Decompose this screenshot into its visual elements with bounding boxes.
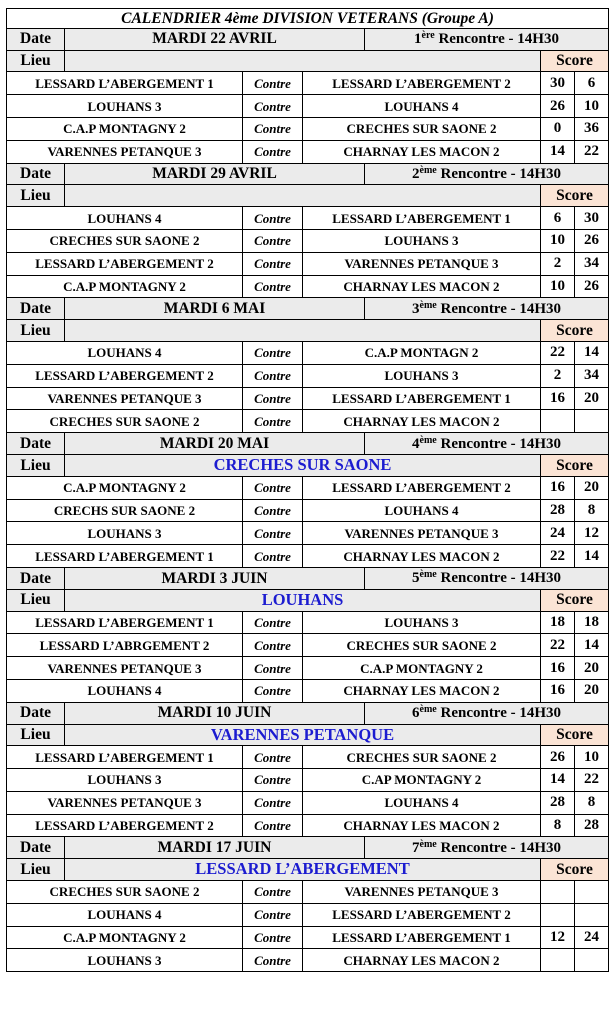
round-text: Rencontre - 14H30: [436, 839, 562, 856]
away-score: 36: [575, 117, 609, 140]
date-label: Date: [7, 28, 65, 50]
match-row: [7, 679, 609, 702]
match-row: [7, 229, 609, 252]
home-score: 10: [541, 229, 575, 252]
match-row: [7, 926, 609, 949]
home-score: 22: [541, 341, 575, 364]
away-team: LESSARD L’ABERGEMENT 1: [303, 926, 541, 949]
away-team: LOUHANS 4: [303, 791, 541, 814]
home-team: LESSARD L’ABERGEMENT 1: [7, 746, 243, 769]
contre-label: Contre: [243, 522, 303, 545]
home-team: LOUHANS 4: [7, 341, 243, 364]
contre-label: Contre: [243, 657, 303, 680]
lieu-label: Lieu: [7, 859, 65, 881]
contre-label: Contre: [243, 117, 303, 140]
home-score: 2: [541, 252, 575, 275]
away-score: [575, 410, 609, 433]
home-team: LOUHANS 3: [7, 769, 243, 792]
round-number: 5: [412, 570, 420, 587]
away-score: 30: [575, 207, 609, 230]
round-number: 1: [414, 31, 422, 48]
round-ordinal: ème: [419, 838, 437, 850]
home-score: 10: [541, 275, 575, 298]
away-score: [575, 949, 609, 972]
round-number: 3: [412, 300, 420, 317]
home-score: [541, 903, 575, 926]
venue-name: LESSARD L’ABERGEMENT: [65, 859, 541, 881]
calendar-title: CALENDRIER 4ème DIVISION VETERANS (Groupe A): [7, 9, 609, 29]
away-score: 14: [575, 545, 609, 568]
home-team: CRECHES SUR SAONE 2: [7, 410, 243, 433]
away-team: CHARNAY LES MACON 2: [303, 545, 541, 568]
score-label: Score: [541, 454, 609, 476]
home-team: LESSARD L’ABERGEMENT 2: [7, 252, 243, 275]
home-score: 2: [541, 364, 575, 387]
contre-label: Contre: [243, 499, 303, 522]
home-score: 6: [541, 207, 575, 230]
away-team: LOUHANS 3: [303, 229, 541, 252]
away-score: 8: [575, 791, 609, 814]
away-team: VARENNES PETANQUE 3: [303, 252, 541, 275]
venue-row: [7, 724, 609, 746]
away-score: 20: [575, 387, 609, 410]
away-team: LOUHANS 4: [303, 95, 541, 118]
venue-name: VARENNES PETANQUE: [65, 724, 541, 746]
home-team: LOUHANS 3: [7, 949, 243, 972]
home-team: LOUHANS 4: [7, 207, 243, 230]
round-ordinal: ème: [419, 299, 437, 311]
lieu-label: Lieu: [7, 589, 65, 611]
match-row: [7, 364, 609, 387]
contre-label: Contre: [243, 140, 303, 163]
home-score: 22: [541, 545, 575, 568]
match-row: [7, 476, 609, 499]
away-score: 26: [575, 275, 609, 298]
contre-label: Contre: [243, 229, 303, 252]
away-score: 10: [575, 746, 609, 769]
date-label: Date: [7, 567, 65, 589]
home-team: VARENNES PETANQUE 3: [7, 791, 243, 814]
home-team: C.A.P MONTAGNY 2: [7, 117, 243, 140]
match-row: [7, 275, 609, 298]
round-header-row: [7, 163, 609, 185]
away-team: CRECHES SUR SAONE 2: [303, 634, 541, 657]
home-team: LESSARD L’ABERGEMENT 1: [7, 611, 243, 634]
away-team: C.A.P MONTAGNY 2: [303, 657, 541, 680]
match-row: [7, 410, 609, 433]
match-row: [7, 611, 609, 634]
venue-name: LOUHANS: [65, 589, 541, 611]
home-score: 26: [541, 95, 575, 118]
away-score: 34: [575, 252, 609, 275]
match-row: [7, 949, 609, 972]
home-score: 12: [541, 926, 575, 949]
round-text: Rencontre - 14H30: [434, 31, 559, 48]
contre-label: Contre: [243, 791, 303, 814]
away-score: 8: [575, 499, 609, 522]
home-team: VARENNES PETANQUE 3: [7, 387, 243, 410]
contre-label: Contre: [243, 341, 303, 364]
round-header-row: [7, 837, 609, 859]
lieu-label: Lieu: [7, 320, 65, 342]
away-team: LESSARD L’ABERGEMENT 1: [303, 207, 541, 230]
venue-row: [7, 185, 609, 207]
contre-label: Contre: [243, 252, 303, 275]
away-score: 26: [575, 229, 609, 252]
venue-row: [7, 320, 609, 342]
round-text: Rencontre - 14H30: [436, 165, 562, 182]
match-row: [7, 207, 609, 230]
contre-label: Contre: [243, 611, 303, 634]
round-title: [365, 298, 609, 320]
round-text: Rencontre - 14H30: [436, 570, 562, 587]
home-score: 16: [541, 476, 575, 499]
home-score: [541, 881, 575, 904]
away-team: CHARNAY LES MACON 2: [303, 679, 541, 702]
round-header-row: [7, 433, 609, 455]
home-team: LOUHANS 4: [7, 679, 243, 702]
home-score: 28: [541, 791, 575, 814]
round-ordinal: ème: [419, 704, 437, 716]
contre-label: Contre: [243, 634, 303, 657]
away-score: 14: [575, 634, 609, 657]
match-row: [7, 791, 609, 814]
contre-label: Contre: [243, 881, 303, 904]
home-score: 22: [541, 634, 575, 657]
round-text: Rencontre - 14H30: [436, 435, 562, 452]
score-label: Score: [541, 185, 609, 207]
home-team: CRECHS SUR SAONE 2: [7, 499, 243, 522]
match-row: [7, 95, 609, 118]
away-team: LESSARD L’ABERGEMENT 2: [303, 903, 541, 926]
away-team: CRECHES SUR SAONE 2: [303, 117, 541, 140]
home-score: 14: [541, 769, 575, 792]
away-score: 22: [575, 769, 609, 792]
contre-label: Contre: [243, 364, 303, 387]
away-team: CHARNAY LES MACON 2: [303, 814, 541, 837]
away-score: 24: [575, 926, 609, 949]
match-row: [7, 881, 609, 904]
venue-name: [65, 50, 541, 72]
venue-name: [65, 185, 541, 207]
match-row: [7, 814, 609, 837]
lieu-label: Lieu: [7, 50, 65, 72]
home-team: LESSARD L’ABERGEMENT 1: [7, 72, 243, 95]
home-score: 16: [541, 679, 575, 702]
match-row: [7, 903, 609, 926]
away-score: [575, 903, 609, 926]
home-team: LOUHANS 4: [7, 903, 243, 926]
contre-label: Contre: [243, 679, 303, 702]
venue-name: [65, 320, 541, 342]
contre-label: Contre: [243, 476, 303, 499]
round-date: MARDI 29 AVRIL: [65, 163, 365, 185]
home-team: LOUHANS 3: [7, 95, 243, 118]
contre-label: Contre: [243, 903, 303, 926]
away-score: 18: [575, 611, 609, 634]
away-team: CHARNAY LES MACON 2: [303, 949, 541, 972]
home-score: 14: [541, 140, 575, 163]
away-team: LOUHANS 3: [303, 364, 541, 387]
home-score: 16: [541, 657, 575, 680]
round-title: [365, 567, 609, 589]
contre-label: Contre: [243, 72, 303, 95]
home-team: LESSARD L’ABRGEMENT 2: [7, 634, 243, 657]
score-label: Score: [541, 724, 609, 746]
home-team: LESSARD L’ABERGEMENT 2: [7, 814, 243, 837]
round-number: 7: [412, 839, 420, 856]
home-team: LESSARD L’ABERGEMENT 1: [7, 545, 243, 568]
home-team: C.A.P MONTAGNY 2: [7, 476, 243, 499]
round-header-row: [7, 298, 609, 320]
away-score: 20: [575, 679, 609, 702]
contre-label: Contre: [243, 926, 303, 949]
away-team: CHARNAY LES MACON 2: [303, 275, 541, 298]
match-row: [7, 522, 609, 545]
away-team: LESSARD L’ABERGEMENT 1: [303, 387, 541, 410]
away-score: 10: [575, 95, 609, 118]
match-row: [7, 657, 609, 680]
title-row: [7, 9, 609, 29]
home-score: 0: [541, 117, 575, 140]
match-row: [7, 746, 609, 769]
lieu-label: Lieu: [7, 185, 65, 207]
match-row: [7, 545, 609, 568]
home-score: 30: [541, 72, 575, 95]
contre-label: Contre: [243, 410, 303, 433]
date-label: Date: [7, 702, 65, 724]
away-team: LESSARD L’ABERGEMENT 2: [303, 476, 541, 499]
home-score: 16: [541, 387, 575, 410]
round-date: MARDI 10 JUIN: [65, 702, 365, 724]
venue-row: [7, 454, 609, 476]
round-number: 4: [412, 435, 420, 452]
match-row: [7, 499, 609, 522]
away-score: [575, 881, 609, 904]
date-label: Date: [7, 163, 65, 185]
home-team: C.A.P MONTAGNY 2: [7, 275, 243, 298]
round-title: [365, 702, 609, 724]
match-row: [7, 140, 609, 163]
home-score: 24: [541, 522, 575, 545]
round-date: MARDI 20 MAI: [65, 433, 365, 455]
home-team: LOUHANS 3: [7, 522, 243, 545]
away-team: CHARNAY LES MACON 2: [303, 140, 541, 163]
round-ordinal: ème: [419, 569, 437, 581]
contre-label: Contre: [243, 769, 303, 792]
away-team: LOUHANS 4: [303, 499, 541, 522]
date-label: Date: [7, 433, 65, 455]
round-date: MARDI 17 JUIN: [65, 837, 365, 859]
round-date: MARDI 22 AVRIL: [65, 28, 365, 50]
away-team: C.A.P MONTAGN 2: [303, 341, 541, 364]
lieu-label: Lieu: [7, 454, 65, 476]
away-score: 20: [575, 476, 609, 499]
match-row: [7, 341, 609, 364]
away-score: 12: [575, 522, 609, 545]
away-score: 6: [575, 72, 609, 95]
venue-name: CRECHES SUR SAONE: [65, 454, 541, 476]
away-score: 28: [575, 814, 609, 837]
round-title: [365, 837, 609, 859]
away-team: CHARNAY LES MACON 2: [303, 410, 541, 433]
away-team: LOUHANS 3: [303, 611, 541, 634]
home-team: VARENNES PETANQUE 3: [7, 140, 243, 163]
away-score: 14: [575, 341, 609, 364]
home-team: CRECHES SUR SAONE 2: [7, 229, 243, 252]
date-label: Date: [7, 837, 65, 859]
calendar-table: [6, 8, 609, 972]
score-label: Score: [541, 859, 609, 881]
contre-label: Contre: [243, 949, 303, 972]
home-score: [541, 949, 575, 972]
home-score: 18: [541, 611, 575, 634]
round-ordinal: ème: [419, 164, 437, 176]
date-label: Date: [7, 298, 65, 320]
match-row: [7, 769, 609, 792]
home-team: VARENNES PETANQUE 3: [7, 657, 243, 680]
round-date: MARDI 6 MAI: [65, 298, 365, 320]
score-label: Score: [541, 50, 609, 72]
score-label: Score: [541, 589, 609, 611]
away-score: 22: [575, 140, 609, 163]
away-score: 20: [575, 657, 609, 680]
round-text: Rencontre - 14H30: [436, 705, 562, 722]
round-header-row: [7, 702, 609, 724]
away-score: 34: [575, 364, 609, 387]
score-label: Score: [541, 320, 609, 342]
home-score: [541, 410, 575, 433]
match-row: [7, 252, 609, 275]
contre-label: Contre: [243, 387, 303, 410]
contre-label: Contre: [243, 95, 303, 118]
away-team: LESSARD L’ABERGEMENT 2: [303, 72, 541, 95]
venue-row: [7, 589, 609, 611]
match-row: [7, 634, 609, 657]
away-team: VARENNES PETANQUE 3: [303, 522, 541, 545]
round-title: [365, 28, 609, 50]
round-header-row: [7, 567, 609, 589]
away-team: CRECHES SUR SAONE 2: [303, 746, 541, 769]
match-row: [7, 387, 609, 410]
round-title: [365, 433, 609, 455]
home-team: C.A.P MONTAGNY 2: [7, 926, 243, 949]
away-team: VARENNES PETANQUE 3: [303, 881, 541, 904]
round-date: MARDI 3 JUIN: [65, 567, 365, 589]
match-row: [7, 72, 609, 95]
round-header-row: [7, 28, 609, 50]
contre-label: Contre: [243, 545, 303, 568]
match-row: [7, 117, 609, 140]
contre-label: Contre: [243, 746, 303, 769]
lieu-label: Lieu: [7, 724, 65, 746]
round-title: [365, 163, 609, 185]
venue-row: [7, 50, 609, 72]
home-score: 28: [541, 499, 575, 522]
round-text: Rencontre - 14H30: [436, 300, 562, 317]
round-ordinal: ème: [419, 434, 437, 446]
contre-label: Contre: [243, 814, 303, 837]
contre-label: Contre: [243, 275, 303, 298]
away-team: C.AP MONTAGNY 2: [303, 769, 541, 792]
venue-row: [7, 859, 609, 881]
home-team: CRECHES SUR SAONE 2: [7, 881, 243, 904]
round-number: 2: [412, 165, 420, 182]
home-score: 8: [541, 814, 575, 837]
round-number: 6: [412, 705, 420, 722]
home-team: LESSARD L’ABERGEMENT 2: [7, 364, 243, 387]
contre-label: Contre: [243, 207, 303, 230]
round-ordinal: ère: [421, 30, 435, 42]
home-score: 26: [541, 746, 575, 769]
